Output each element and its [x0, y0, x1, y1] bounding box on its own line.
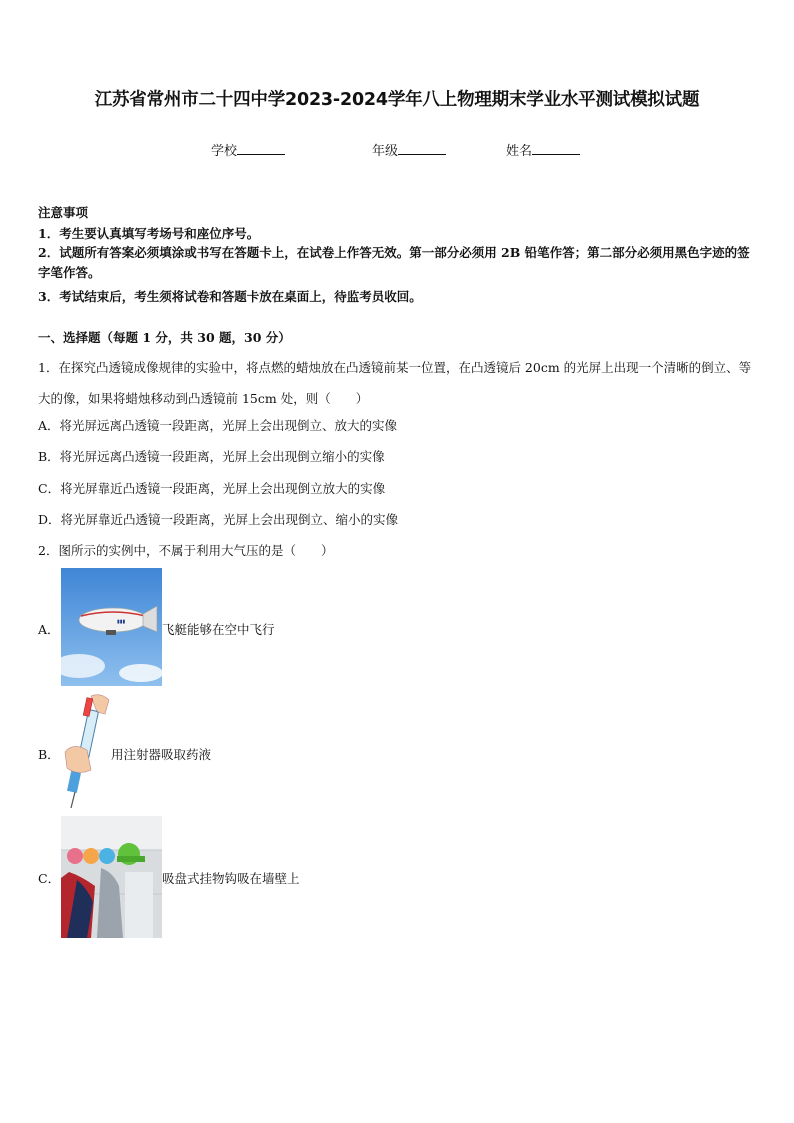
airship-image: [61, 568, 162, 686]
question-1-option-d[interactable]: D．将光屏靠近凸透镜一段距离，光屏上会出现倒立、缩小的实像: [38, 512, 399, 527]
name-blank[interactable]: [532, 142, 580, 155]
question-2-option-a-label[interactable]: A．: [38, 622, 60, 637]
name-field: [506, 140, 580, 159]
question-1-stem: 1．在探究凸透镜成像规律的实验中，将点燃的蜡烛放在凸透镜前某一位置，在凸透镜后 20cm 的光屏上出现一个清晰的倒立、等大的像，如果将蜡烛移动到凸透镜前 15cm 处，则（ ）: [38, 360, 752, 406]
question-2-option-a-text[interactable]: 飞艇能够在空中飞行: [162, 622, 275, 637]
notice-item: 2．试题所有答案必须填涂或书写在答题卡上，在试卷上作答无效。第一部分必须用 2B 铅笔作答；第二部分必须用黑色字迹的签字笔作答。: [38, 245, 750, 280]
school-label: 学校: [211, 144, 238, 159]
question-2-option-c-text[interactable]: 吸盘式挂物钩吸在墙壁上: [162, 871, 300, 886]
grade-label: 年级: [372, 144, 399, 159]
notice-item: 3．考试结束后，考生须将试卷和答题卡放在桌面上，待监考员收回。: [38, 289, 422, 304]
name-label: 姓名: [506, 144, 533, 159]
question-1-option-c[interactable]: C．将光屏靠近凸透镜一段距离，光屏上会出现倒立放大的实像: [38, 481, 386, 496]
question-1-option-a[interactable]: A．将光屏远离凸透镜一段距离，光屏上会出现倒立、放大的实像: [38, 418, 398, 433]
page-title: 江苏省常州市二十四中学2023-2024学年八上物理期末学业水平测试模拟试题: [94, 90, 700, 110]
question-2-stem: 2．图所示的实例中，不属于利用大气压的是（ ）: [38, 543, 334, 558]
grade-field: [372, 140, 446, 159]
notice-heading: 注意事项: [38, 205, 89, 220]
suction-hook-image: [61, 816, 162, 938]
svg-text:▮▮▮: ▮▮▮: [117, 619, 126, 625]
question-2-option-b-label[interactable]: B．: [38, 747, 60, 762]
notice-item: 1．考生要认真填写考场号和座位序号。: [38, 226, 260, 241]
grade-blank[interactable]: [398, 142, 446, 155]
question-2-option-b-text[interactable]: 用注射器吸取药液: [111, 747, 212, 762]
school-blank[interactable]: [237, 142, 285, 155]
question-1-option-b[interactable]: B．将光屏远离凸透镜一段距离，光屏上会出现倒立缩小的实像: [38, 449, 385, 464]
section-heading: 一、选择题（每题 1 分，共 30 题，30 分）: [38, 330, 291, 345]
question-2-option-c-label[interactable]: C．: [38, 871, 61, 886]
school-field: [211, 140, 285, 159]
